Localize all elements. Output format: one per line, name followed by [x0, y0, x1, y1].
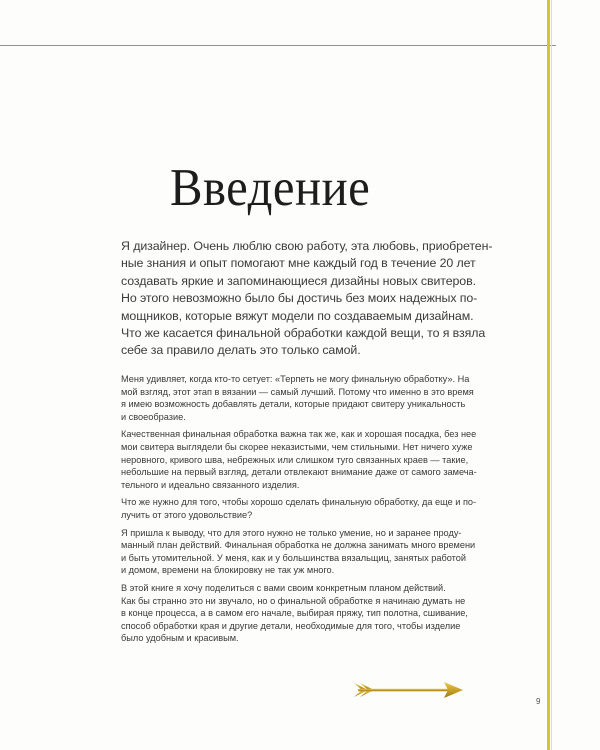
body-line: в конце процесса, а в самом его начале, выбирая пряжу, тип полотна, сшивание, — [121, 608, 468, 619]
intro-paragraph — [121, 238, 493, 360]
body-line: мой взгляд, этот этап в вязании — самый лучший. Потому что именно в это время — [121, 386, 474, 397]
body-line: и домом, времени на блокировку не так уж много. — [121, 565, 335, 576]
body-text — [121, 373, 493, 645]
body-line: В этой книге я хочу поделиться с вами своим конкретным планом действий. — [121, 582, 446, 593]
body-line: было удобным и красивым. — [121, 633, 239, 644]
body-line: манный план действий. Финальная обработка не должна занимать много времени — [121, 540, 476, 551]
body-paragraph-5 — [121, 582, 493, 645]
body-line: мои свитера выглядели бы скорее неказистыми, чем стильными. Нет ничего хуже — [121, 441, 473, 452]
body-line: я имею возможность добавлять детали, которые придают свитеру уникальность — [121, 399, 466, 410]
body-line: Меня удивляет, когда кто-то сетует: «Терпеть не могу финальную обработку». На — [121, 374, 470, 384]
body-line: и своеобразие. — [121, 411, 186, 422]
body-line: Как бы странно это ни звучало, но о финальной обработке я начинаю думать не — [121, 595, 466, 606]
arrow-icon — [352, 678, 464, 702]
page-title: Введение — [170, 159, 371, 217]
intro-line: Но этого невозможно было бы достичь без моих надежных по- — [121, 291, 478, 306]
page-edge-accent — [547, 0, 550, 750]
body-line: Что же нужно для того, чтобы хорошо сделать финальную обработку, да еще и по- — [121, 497, 477, 508]
intro-line: создавать яркие и запоминающиеся дизайны новых свитеров. — [121, 273, 476, 288]
body-paragraph-4 — [121, 527, 493, 577]
body-line: тельного и идеально связанного изделия. — [121, 479, 300, 490]
page-number: 9 — [536, 697, 541, 706]
body-line: лучить от этого удовольствие? — [121, 509, 253, 520]
body-paragraph-1 — [121, 373, 493, 423]
intro-line: мощников, которые вяжут модели по создаваемым дизайнам. — [121, 308, 474, 323]
intro-line: Что же касается финальной обработки каждой вещи, то я взяла — [121, 326, 486, 341]
body-paragraph-3 — [121, 496, 493, 521]
body-paragraph-2 — [121, 428, 493, 491]
body-line: небольшие на первый взгляд, детали отвлекают внимание даже от самого замеча- — [121, 467, 477, 478]
intro-line: Я дизайнер. Очень люблю свою работу, эта любовь, приобретен- — [121, 239, 493, 253]
body-line: способ обработки края и другие детали, необходимые для того, чтобы изделие — [121, 620, 461, 631]
intro-line: ные знания и опыт помогают мне каждый год в течение 20 лет — [121, 256, 476, 271]
body-line: неровного, кривого шва, небрежных или слишком туго связанных краев — такие, — [121, 454, 469, 465]
body-line: и быть утомительной. У меня, как и у большинства вязальщиц, занятых работой — [121, 552, 467, 563]
intro-line: себе за правило делать это только самой. — [121, 343, 361, 358]
body-line: Качественная финальная обработка важна так же, как и хорошая посадка, без нее — [121, 429, 477, 440]
body-line: Я пришла к выводу, что для этого нужно не только умение, но и заранее проду- — [121, 527, 462, 538]
header-rule — [0, 45, 556, 46]
